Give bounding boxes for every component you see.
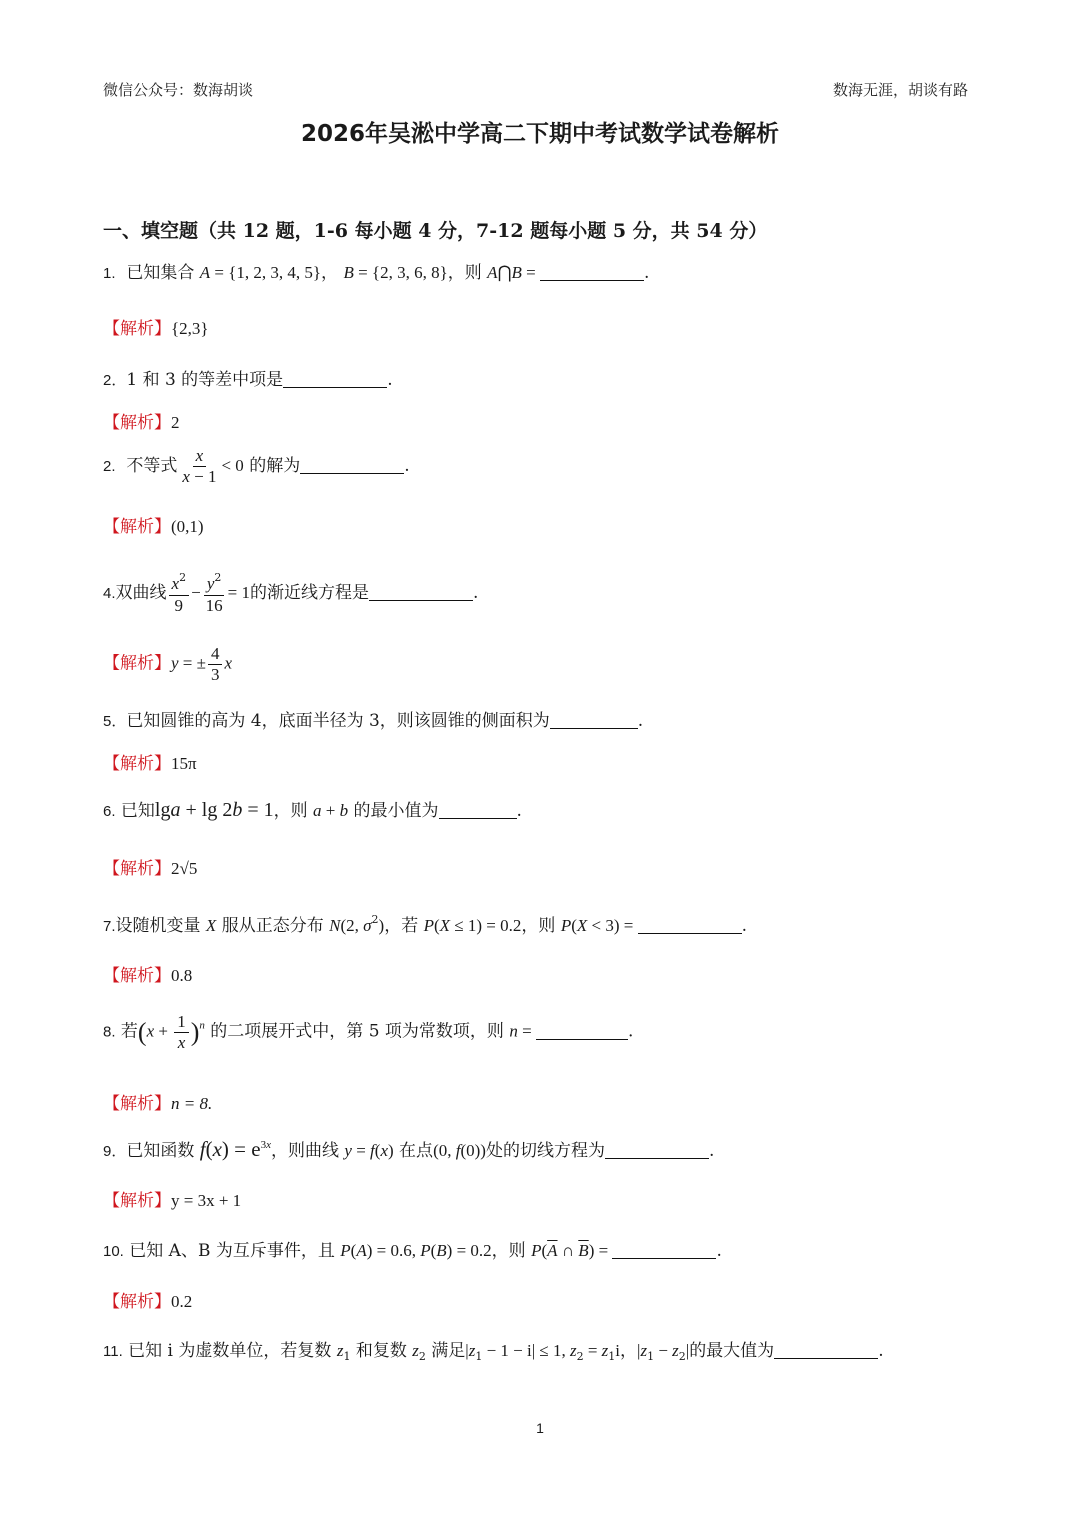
- question-1: 1. 已知集合 A = {1, 2, 3, 4, 5}， B = {2, 3, 6, 8}，则 A⋂B = .: [103, 263, 650, 283]
- question-10: 10. 已知 A、B 为互斥事件，且 P(A) = 0.6, P(B) = 0.2，则 $P(\overline{A}$ ∩ $\overline{B}$) = .: [103, 1241, 722, 1261]
- header-left: 微信公众号：数海胡谈: [103, 81, 254, 99]
- question-7: 7.设随机变量 X 服从正态分布 N(2, $\sigma^2$)，若 P(X ≤ 1) = 0.2，则 P(X < 3) = .: [103, 913, 748, 936]
- answer-10: 【解析】0.2: [103, 1292, 193, 1312]
- question-11: 11. 已知 i 为虚数单位，若复数 $z_1$ 和复数 $z_2$ 满足$|z_1 - 1 - i| \le 1$, $z_2 = z_1i$，$|z_1 - z_2|$的最大值为 .: [103, 1341, 884, 1363]
- question-8: 8. 若(x + $\frac{1}{x}$ )$^n$ 的二项展开式中，第 5 项为常数项，则 n = .: [103, 1012, 634, 1052]
- question-6: 6. 已知lga + lg 2b = 1，则 a + b 的最小值为 .: [103, 799, 522, 821]
- question-4: 4.双曲线 $\frac{x^2}{9}$ − $\frac{y^2}{16}$ = 1的渐近线方程是 .: [103, 571, 479, 615]
- page-number: 1: [536, 1420, 544, 1436]
- answer-7: 【解析】0.8: [103, 966, 193, 986]
- answer-8: 【解析】n = 8.: [103, 1094, 213, 1114]
- answer-4: 【解析】y = ± $\frac{4}{3}$ x: [103, 644, 233, 684]
- answer-2: 【解析】2: [103, 413, 180, 433]
- answer-3: 【解析】(0,1): [103, 517, 204, 537]
- section-heading: 一、填空题（共 12 题，1-6 每小题 4 分，7-12 题每小题 5 分，共 54 分）: [103, 220, 768, 242]
- answer-9: 【解析】y = 3x + 1: [103, 1191, 242, 1211]
- answer-5: 【解析】15π: [103, 754, 197, 774]
- question-2: 2．1 和 3 的等差中项是 .: [103, 370, 393, 390]
- question-3: 2. 不等式 $\frac{x}{x - 1}$ < 0 的解为 .: [103, 446, 410, 486]
- question-9: 9．已知函数 $f(x) = e^{3x}$，则曲线 y = f(x) 在点(0, f(0))处的切线方程为 .: [103, 1137, 715, 1161]
- answer-1: 【解析】{2,3}: [103, 319, 209, 339]
- header-right: 数海无涯，胡谈有路: [832, 81, 968, 99]
- answer-6: 【解析】2√5: [103, 859, 198, 879]
- page-title: 2026年吴淞中学高二下期中考试数学试卷解析: [300, 121, 779, 147]
- question-5: 5．已知圆锥的高为 4，底面半径为 3，则该圆锥的侧面积为 .: [103, 711, 644, 731]
